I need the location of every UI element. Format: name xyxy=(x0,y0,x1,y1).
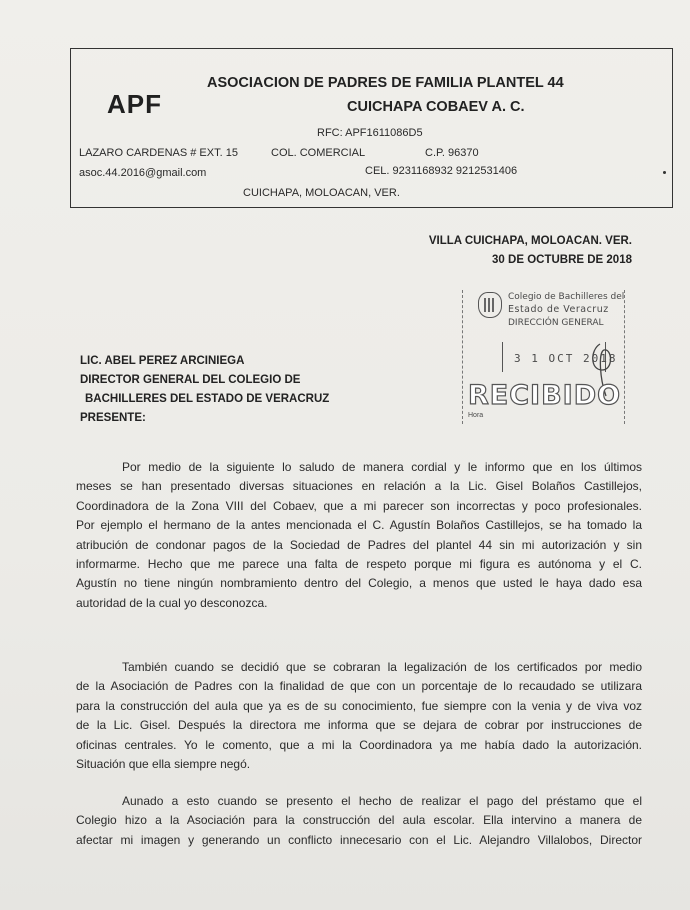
paragraph-3 xyxy=(76,792,642,850)
paragraph-line: Coordinadora de la Zona VIII del Cobaev, que a mi parecer son incorrectas y poco profesionales. xyxy=(76,498,642,513)
stamp-institution-line1: Colegio de Bachilleres del xyxy=(508,292,625,302)
date-text: 30 DE OCTUBRE DE 2018 xyxy=(492,254,632,266)
paragraph-line: También cuando se decidió que se cobraran la legalización de los certificados por medio xyxy=(122,660,642,674)
paragraph-1 xyxy=(76,458,642,613)
stamp-frame-left xyxy=(462,290,464,424)
email-address: asoc.44.2016@gmail.com xyxy=(79,167,207,179)
phone-numbers: CEL. 9231168932 9212531406 xyxy=(365,165,518,177)
stamp-date: 3 1 OCT 2018 xyxy=(514,352,618,365)
street-address: LAZARO CARDENAS # EXT. 15 xyxy=(79,147,238,159)
addressee-name: LIC. ABEL PEREZ ARCINIEGA xyxy=(80,355,245,367)
paragraph-line: de la Asociación de Padres con la finalidad de que con un porcentaje de lo recaudado se utilizara xyxy=(76,679,642,694)
paragraph-line: Agustín no tiene ningún nombramiento dentro del Colegio, a menos que usted le haya dado esa xyxy=(76,576,642,591)
paragraph-line: afectar mi imagen y generando un conflicto innecesario con el Lic. Alejandro Villalobos, Director xyxy=(76,832,642,847)
paragraph-2 xyxy=(76,658,642,774)
crest-icon xyxy=(478,292,502,318)
addressee-presente: PRESENTE: xyxy=(80,412,146,424)
colonia-text: COL. COMERCIAL xyxy=(271,147,366,159)
place-date-block xyxy=(429,232,632,270)
association-name: ASOCIACION DE PADRES DE FAMILIA PLANTEL 44 xyxy=(207,75,564,91)
apf-logo: APF xyxy=(107,89,162,119)
paragraph-line: meses se han presentado diversas situaciones en relación a la Lic. Gisel Bolaños Castillejos, xyxy=(76,479,642,494)
stamp-department: DIRECCIÓN GENERAL xyxy=(508,318,604,328)
rfc-text: RFC: APF1611086D5 xyxy=(317,127,423,139)
paragraph-line: autoridad de la cual yo desconozca. xyxy=(76,595,268,610)
letterhead-box xyxy=(70,48,673,208)
paragraph-line: Situación que ella siempre negó. xyxy=(76,757,251,772)
paragraph-line: oficinas centrales. Yo le comento, que a mi la Coordinadora ya me había dado la autorización. xyxy=(76,737,642,752)
addressee-title: DIRECTOR GENERAL DEL COLEGIO DE xyxy=(80,374,301,386)
punch-dot xyxy=(663,171,666,174)
paragraph-line: Por ejemplo el hermano de la antes mencionada el C. Agustín Bolaños Castillejos, se ha tomado la xyxy=(76,518,642,533)
stamp-institution-line2: Estado de Veracruz xyxy=(508,304,609,315)
postal-code: C.P. 96370 xyxy=(425,147,479,159)
addressee-institution: BACHILLERES DEL ESTADO DE VERACRUZ xyxy=(85,393,330,405)
paragraph-line: Aunado a esto cuando se presento el hecho de realizar el pago del préstamo que el xyxy=(122,794,642,808)
stamp-hora-label: Hora xyxy=(468,412,484,419)
city-text: CUICHAPA, MOLOACAN, VER. xyxy=(243,187,400,199)
place-text: VILLA CUICHAPA, MOLOACAN. VER. xyxy=(428,235,632,247)
association-subtitle: CUICHAPA COBAEV A. C. xyxy=(347,99,525,115)
addressee-block xyxy=(80,352,329,428)
paragraph-line: Colegio hizo a la Asociación para la construcción del aula escolar. Ella intervino a manera de xyxy=(76,813,642,828)
paragraph-line: Por medio de la siguiente lo saludo de manera cordial y le informo que en los últimos xyxy=(122,460,642,474)
paragraph-line: informarme. Hecho que me parece una falta de respeto porque mi figura es autónoma y el C. xyxy=(76,557,642,572)
paragraph-line: de la Lic. Gisel. Después la directora me informa que se dejara de cobrar por instrucciones de xyxy=(76,718,642,733)
stamp-received-text: RECIBIDO xyxy=(468,380,622,411)
paragraph-line: atribución de condonar pagos de la Sociedad de Padres del plantel 44 sin mi autorización y sin xyxy=(76,537,642,552)
paragraph-line: para la construcción del aula que ya es de su conocimiento, fue siempre con la venia y de viva voz xyxy=(76,698,642,713)
received-stamp xyxy=(468,286,624,426)
